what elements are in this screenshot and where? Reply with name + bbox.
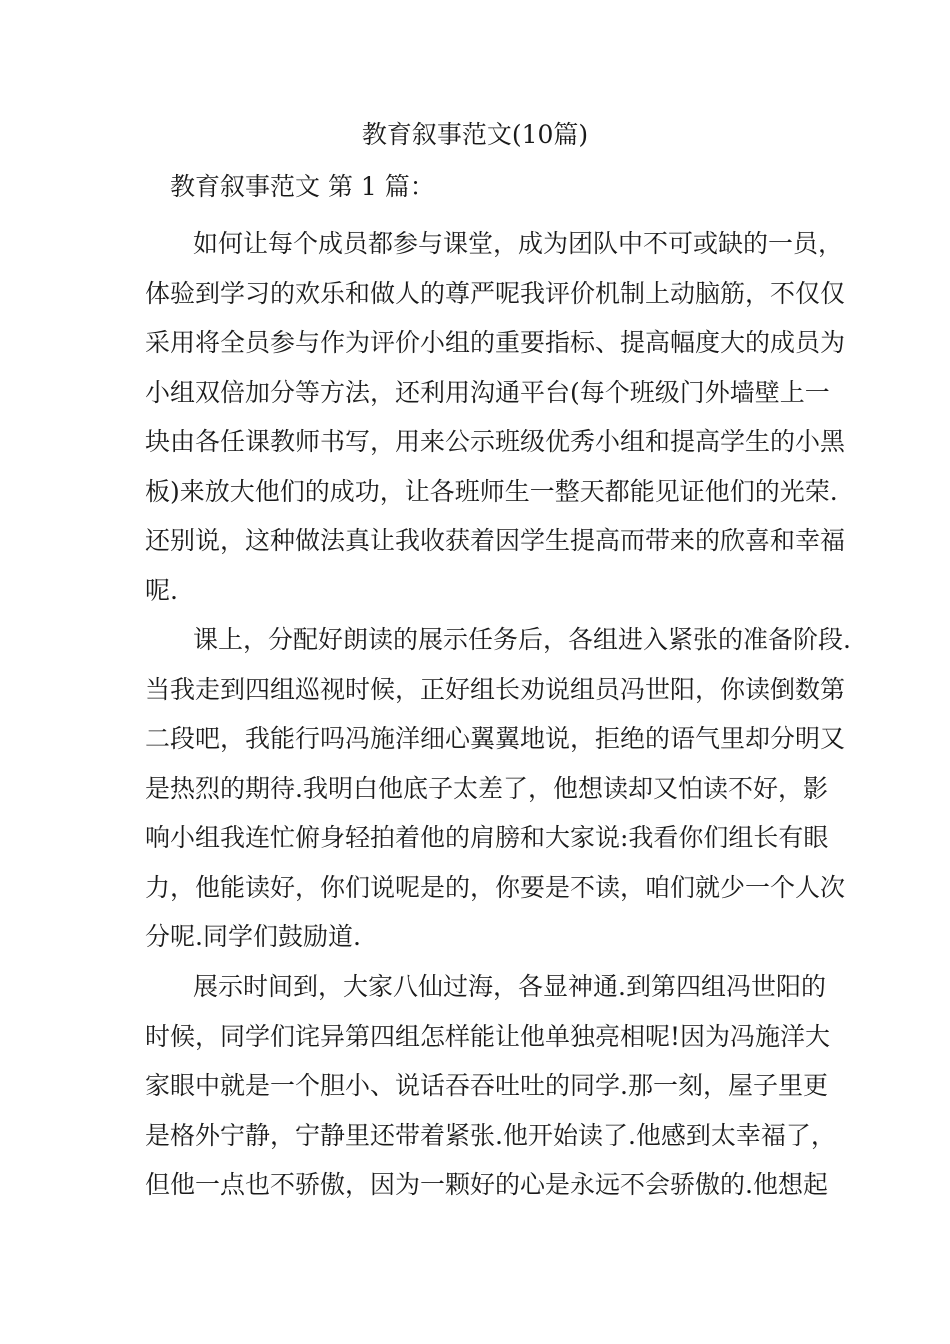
document-title: 教育叙事范文(10篇) xyxy=(361,120,589,149)
paragraph-3 xyxy=(145,962,836,1210)
text-line: 采用将全员参与作为评价小组的重要指标、提高幅度大的成员为 xyxy=(145,328,846,357)
paragraph-1 xyxy=(145,219,846,615)
text-line: 小组双倍加分等方法，还利用沟通平台(每个班级门外墙壁上一 xyxy=(145,377,830,407)
text-line: 课上，分配好朗读的展示任务后，各组进入紧张的准备阶段. xyxy=(193,625,851,654)
paragraph-2 xyxy=(145,615,851,962)
text-line: 时候，同学们诧异第四组怎样能让他单独亮相呢!因为冯施洋大 xyxy=(145,1021,831,1051)
text-line: 是热烈的期待.我明白他底子太差了，他想读却又怕读不好，影 xyxy=(145,773,828,803)
text-line: 块由各任课教师书写，用来公示班级优秀小组和提高学生的小黑 xyxy=(145,427,846,456)
text-line: 家眼中就是一个胆小、说话吞吞吐吐的同学.那一刻，屋子里更 xyxy=(145,1071,828,1100)
text-line: 呢. xyxy=(145,575,178,605)
section-heading: 教育叙事范文 第 1 篇： xyxy=(170,172,435,201)
text-line: 二段吧，我能行吗冯施洋细心翼翼地说，拒绝的语气里却分明又 xyxy=(145,724,846,753)
text-line: 分呢.同学们鼓励道. xyxy=(145,922,361,951)
text-line: 板)来放大他们的成功，让各班师生一整天都能见证他们的光荣. xyxy=(145,476,838,506)
text-line: 当我走到四组巡视时候，正好组长劝说组员冯世阳，你读倒数第 xyxy=(145,674,846,704)
text-line: 力，他能读好，你们说呢是的，你要是不读，咱们就少一个人次 xyxy=(145,872,846,902)
text-line: 但他一点也不骄傲，因为一颗好的心是永远不会骄傲的.他想起 xyxy=(145,1170,828,1199)
text-line: 是格外宁静，宁静里还带着紧张.他开始读了.他感到太幸福了， xyxy=(145,1120,836,1150)
text-line: 响小组我连忙俯身轻拍着他的肩膀和大家说:我看你们组长有眼 xyxy=(145,823,829,852)
text-line: 展示时间到，大家八仙过海，各显神通.到第四组冯世阳的 xyxy=(193,972,826,1001)
text-line: 如何让每个成员都参与课堂，成为团队中不可或缺的一员， xyxy=(193,229,844,258)
text-line: 还别说，这种做法真让我收获着因学生提高而带来的欣喜和幸福 xyxy=(145,526,846,555)
text-line: 体验到学习的欢乐和做人的尊严呢我评价机制上动脑筋，不仅仅 xyxy=(145,278,846,308)
